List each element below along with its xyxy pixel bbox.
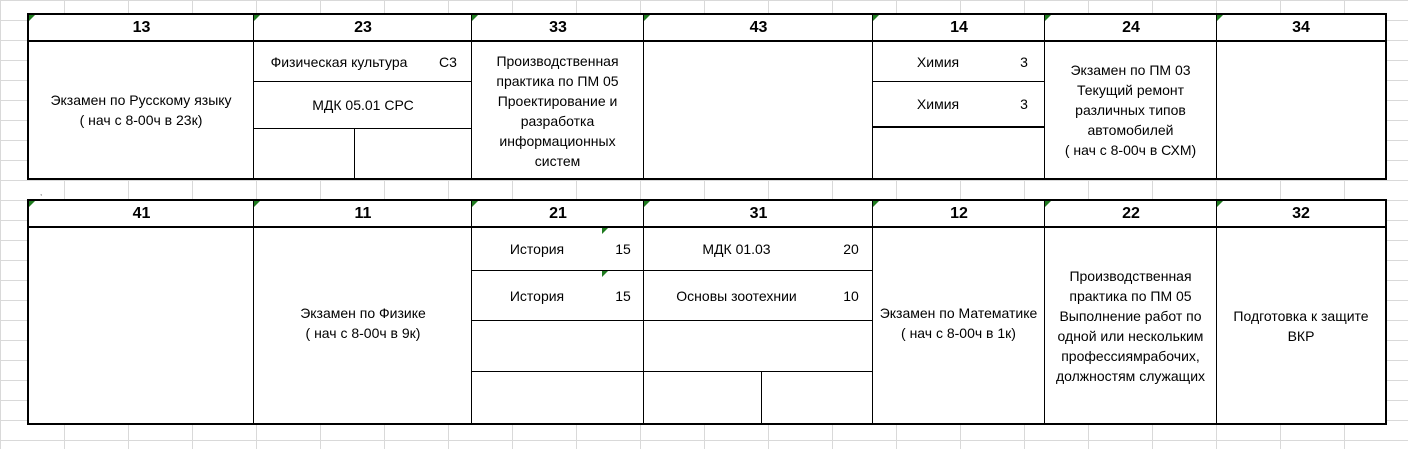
room-cell[interactable]: 15 <box>615 241 631 257</box>
text-line: разработка <box>520 113 595 129</box>
header-cell[interactable]: 31 <box>749 205 768 222</box>
text-line: Проектирование и <box>497 93 618 109</box>
subject-cell[interactable]: МДК 01.03 <box>702 241 771 257</box>
subcell-border <box>761 371 762 423</box>
room-cell[interactable]: 3 <box>1020 96 1028 112</box>
comment-marker <box>254 201 260 207</box>
exam-time: ( нач с 8-00ч в 1к) <box>901 325 1016 341</box>
header-cell[interactable]: 22 <box>1122 205 1140 222</box>
room-cell[interactable]: 3 <box>1020 53 1028 70</box>
schedule-table-bottom <box>27 199 1387 425</box>
exam-cell-pm03[interactable] <box>1045 42 1216 178</box>
text-line: автомобилей <box>1087 122 1174 138</box>
comment-marker <box>472 15 478 21</box>
exam-title: Экзамен по Физике <box>300 305 426 321</box>
text-line: Подготовка к защите <box>1233 308 1369 324</box>
exam-cell-physics[interactable] <box>254 283 472 363</box>
comment-marker <box>1217 201 1223 207</box>
header-row <box>29 15 1385 42</box>
text-line: одной или нескольким <box>1057 328 1204 344</box>
text-line: Экзамен по ПМ 03 <box>1070 62 1191 78</box>
exam-time: ( нач с 8-00ч в 23к) <box>79 112 203 128</box>
text-line: Выполнение работ по <box>1059 308 1202 324</box>
header-cell[interactable]: 21 <box>549 205 567 222</box>
header-cell[interactable]: 34 <box>1292 19 1310 36</box>
exam-cell-russian[interactable] <box>29 42 253 178</box>
exam-time: ( нач с 8-00ч в 9к) <box>305 325 421 341</box>
subject-cell[interactable]: История <box>509 287 565 304</box>
header-cell[interactable]: 33 <box>549 19 567 36</box>
row-border <box>472 371 873 372</box>
comment-marker <box>29 15 35 21</box>
subject-cell[interactable]: Основы зоотехнии <box>676 287 797 304</box>
comment-marker <box>1045 15 1051 21</box>
comment-marker <box>644 201 650 207</box>
header-cell[interactable]: 43 <box>749 19 768 36</box>
text-line: ( нач с 8-00ч в СХМ) <box>1064 142 1197 158</box>
room-cell[interactable]: 15 <box>615 287 631 304</box>
comment-marker <box>472 201 478 207</box>
exam-cell-math[interactable] <box>873 283 1044 363</box>
subject-cell[interactable]: МДК 05.01 СРС <box>312 97 414 113</box>
text-line: профессиямрабочих, <box>1061 348 1200 364</box>
text-line: информационных <box>499 133 616 149</box>
subject-cell[interactable]: Химия <box>916 53 960 70</box>
text-line: Текущий ремонт <box>1076 82 1184 98</box>
column-border <box>643 15 644 178</box>
schedule-table-top <box>27 13 1387 180</box>
row-border <box>254 128 472 129</box>
room-cell[interactable]: 20 <box>843 241 859 257</box>
subject-cell[interactable]: История <box>509 241 565 257</box>
header-cell[interactable]: 14 <box>950 19 968 36</box>
exam-title: Экзамен по Математике <box>879 305 1038 321</box>
room-cell[interactable]: 10 <box>843 287 859 304</box>
comment-marker <box>29 201 35 207</box>
header-row <box>29 201 1385 228</box>
subcell-border <box>354 128 355 178</box>
header-cell[interactable]: 11 <box>354 205 372 222</box>
text-line: практика по ПМ 05 <box>496 73 619 89</box>
practice-cell-pm05[interactable] <box>472 45 643 177</box>
stray-mark: , <box>40 188 43 197</box>
text-line: Производственная <box>496 53 619 69</box>
subject-cell[interactable]: Физическая культура <box>270 53 408 70</box>
header-cell[interactable]: 23 <box>354 19 372 36</box>
comment-marker <box>254 15 260 21</box>
comment-marker <box>644 15 650 21</box>
header-cell[interactable]: 12 <box>950 205 968 222</box>
comment-marker <box>873 201 879 207</box>
text-line: ВКР <box>1287 328 1315 344</box>
text-line: различных типов <box>1075 102 1186 118</box>
comment-marker <box>1045 201 1051 207</box>
row-border <box>873 126 1045 128</box>
header-cell[interactable]: 41 <box>132 205 151 222</box>
text-line: практика по ПМ 05 <box>1069 288 1192 304</box>
column-border <box>1216 15 1217 178</box>
header-cell[interactable]: 24 <box>1122 19 1140 36</box>
header-cell[interactable]: 32 <box>1292 205 1310 222</box>
row-border <box>472 320 873 321</box>
comment-marker <box>1217 15 1223 21</box>
text-line: должностям служащих <box>1055 368 1206 384</box>
subject-cell[interactable]: Химия <box>916 96 960 112</box>
header-cell[interactable]: 13 <box>132 19 151 36</box>
room-cell[interactable]: С3 <box>439 53 457 70</box>
practice-cell-pm05-work[interactable] <box>1045 261 1216 391</box>
text-line: Производственная <box>1069 268 1192 284</box>
exam-title: Экзамен по Русскому языку <box>50 92 232 108</box>
defense-prep-cell[interactable] <box>1217 301 1385 351</box>
text-line: систем <box>534 153 581 169</box>
comment-marker <box>873 15 879 21</box>
